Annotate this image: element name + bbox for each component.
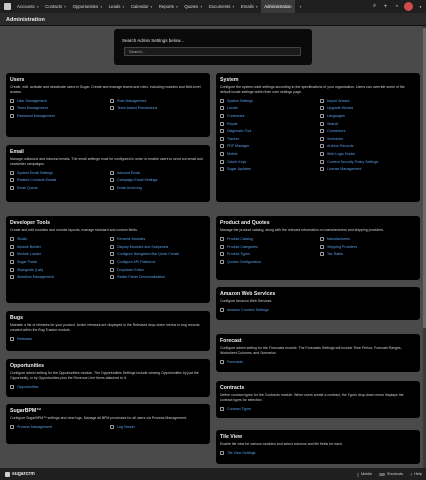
shield-icon: [320, 160, 324, 164]
link-label: Content Security Policy Settings: [327, 159, 379, 164]
admin-link[interactable]: [320, 150, 416, 158]
footer-brand: sugarcrm: [12, 471, 35, 477]
link-label: Product Categories: [227, 244, 258, 249]
link-label: License Management: [327, 167, 362, 172]
card-description: Configure SugarBPM™ settings and view logs. Manage all BPM processes for all users via Process Management.: [10, 416, 187, 420]
nav-label: Quotes: [184, 4, 199, 9]
language-icon: [320, 114, 324, 118]
card-description: Configure the system-wide settings according to the specifications of your organization. Users can override some of the default locale settings within their user settings page.: [220, 85, 405, 94]
link-label: Process Management: [17, 425, 52, 430]
archive-icon: [320, 144, 324, 148]
nav-label: Administration: [264, 4, 292, 9]
admin-link[interactable]: [320, 251, 416, 259]
caret-down-icon[interactable]: ▼: [199, 4, 203, 9]
card-system: [216, 73, 420, 202]
nav-more-button[interactable]: [295, 0, 305, 13]
admin-search-title: Search Admin Settings below...: [122, 38, 185, 43]
link-label: Amazon Connect Settings: [227, 308, 269, 313]
nav-administration[interactable]: [261, 0, 294, 13]
studio-icon: [10, 237, 14, 241]
admin-link[interactable]: [10, 105, 106, 113]
module-nav: [14, 0, 305, 13]
repair-icon: [220, 122, 224, 126]
page-header: [0, 13, 426, 26]
admin-link[interactable]: [320, 97, 416, 105]
tax-icon: [320, 252, 324, 256]
card-description: Define contract types for the Contracts module. When users create a contract, the Types drop-down menu displays the contract types for selection.: [220, 393, 404, 402]
card-title: Tile View: [220, 434, 243, 440]
link-label: Diagnostic Tool: [227, 129, 252, 134]
card-developer-tools: [6, 216, 210, 303]
admin-link[interactable]: [10, 184, 106, 192]
admin-link[interactable]: [110, 184, 206, 192]
cube-icon: [5, 472, 10, 477]
link-label: Sugar Updates: [227, 167, 251, 172]
link-label: System Email Settings: [17, 170, 53, 175]
link-label: Upgrade Wizard: [327, 106, 353, 111]
footer-link-label: Help: [414, 472, 422, 476]
card-description: Maintain a list of releases for your product. Active releases are displayed in the Releases drop-down menus in bug records created within the Bug Tracker module.: [10, 323, 200, 332]
admin-link[interactable]: [220, 105, 316, 113]
link-label: Tracker: [227, 136, 240, 141]
admin-link[interactable]: [220, 405, 316, 413]
card-amazon-web-services: [216, 287, 420, 320]
help-link[interactable]: [410, 472, 422, 477]
styleguide-icon: [10, 268, 14, 272]
avatar[interactable]: [404, 2, 413, 11]
link-label: Email Queue: [17, 185, 38, 190]
campaign-icon: [110, 178, 114, 182]
email-settings-icon: [10, 171, 14, 175]
caret-down-icon[interactable]: ▼: [255, 4, 259, 9]
link-label: Quotes Configuration: [227, 260, 261, 265]
admin-link[interactable]: [10, 266, 106, 274]
forecast-icon: [220, 360, 224, 364]
admin-link[interactable]: [220, 307, 316, 315]
pdf-icon: [220, 144, 224, 148]
navigation-icon: [110, 252, 114, 256]
nav-opportunities[interactable]: [70, 0, 106, 13]
card-description: Configure Amazon Web Services.: [220, 299, 273, 303]
link-label: Email Archiving: [117, 185, 142, 190]
update-icon: [220, 167, 224, 171]
link-label: Releases: [17, 336, 32, 341]
admin-link[interactable]: [320, 243, 416, 251]
card-email: [6, 145, 210, 202]
permissions-icon: [110, 106, 114, 110]
card-description: Create, edit, activate and deactivate users in Sugar. Create and manage teams and roles, including modules and field-level access.: [10, 85, 201, 94]
inbound-email-icon: [110, 171, 114, 175]
admin-link[interactable]: [320, 127, 416, 135]
admin-link[interactable]: [110, 105, 206, 113]
link-label: Studio: [17, 237, 28, 242]
caret-down-icon[interactable]: ▼: [175, 4, 179, 9]
sugar-logo[interactable]: [0, 0, 14, 13]
link-label: Password Management: [17, 113, 55, 118]
card-title: Email: [10, 149, 24, 155]
link-label: Display Modules and Subpanels: [117, 244, 169, 249]
admin-link[interactable]: [110, 236, 206, 244]
card-forecast: [216, 334, 420, 372]
card-bugs: [6, 311, 210, 351]
admin-link[interactable]: [220, 127, 316, 135]
notifications-icon[interactable]: ◔: [394, 3, 399, 10]
link-label: Contract Types: [227, 406, 252, 411]
link-label: Team Management: [17, 106, 48, 111]
link-label: Log Viewer: [117, 425, 135, 430]
admin-link[interactable]: [220, 358, 316, 366]
queue-icon: [10, 186, 14, 190]
card-tile-view: [216, 430, 420, 464]
caret-down-icon[interactable]: ▼: [299, 4, 302, 9]
link-label: System Settings: [227, 98, 253, 103]
link-label: OAuth Keys: [227, 159, 247, 164]
link-label: Languages: [327, 113, 345, 118]
locale-icon: [220, 106, 224, 110]
mobile-icon: [220, 152, 224, 156]
api-icon: [110, 260, 114, 264]
link-label: Tile View Settings: [227, 451, 256, 456]
link-label: Configure API Platforms: [117, 260, 156, 265]
card-title: Bugs: [10, 315, 23, 321]
admin-link[interactable]: [10, 251, 106, 259]
admin-link[interactable]: [320, 112, 416, 120]
amazon-connect-icon: [220, 308, 224, 312]
license-icon: [320, 167, 324, 171]
footer-links: [357, 468, 422, 480]
admin-link[interactable]: [110, 273, 206, 281]
caret-down-icon[interactable]: ▼: [99, 4, 103, 9]
contacts-icon: [10, 178, 14, 182]
currency-icon: [220, 114, 224, 118]
link-label: Configure Navigation Bar Quick Create: [117, 252, 180, 257]
top-navigation-bar: [0, 0, 426, 13]
card-description: Create and edit modules and module layouts, manage standard and custom fields.: [10, 228, 138, 232]
link-label: Team-based Permissions: [117, 106, 158, 111]
card-description: Manage the product catalog, along with the relevant information on manufacturers and shipping providers.: [220, 228, 385, 232]
nav-label: Accounts: [17, 4, 35, 9]
admin-link[interactable]: [110, 243, 206, 251]
diagnostic-icon: [220, 129, 224, 133]
scheduler-icon: [320, 137, 324, 141]
nav-label: Opportunities: [72, 4, 99, 9]
admin-link[interactable]: [110, 177, 206, 185]
link-label: Locale: [227, 106, 238, 111]
card-description: Configure admin setting for the Opportunities module. The Opportunities Settings include viewing Opportunities by just the Opportunity, or by Opportunities plus the Revenue Line Items attached to it.: [10, 371, 199, 380]
admin-link[interactable]: [220, 450, 316, 458]
admin-link[interactable]: [320, 135, 416, 143]
link-label: Manufacturers: [327, 237, 350, 242]
log-icon: [110, 425, 114, 429]
nav-label: Contacts: [45, 4, 63, 9]
link-label: Forecasts: [227, 359, 243, 364]
admin-link[interactable]: [10, 97, 106, 105]
admin-link[interactable]: [10, 273, 106, 281]
admin-link[interactable]: [220, 112, 316, 120]
card-product-quotes: [216, 216, 420, 280]
admin-search-input[interactable]: [124, 47, 301, 56]
search-icon: [320, 122, 324, 126]
link-label: Relate Fields Denormalization: [117, 275, 165, 280]
nav-quotes[interactable]: [181, 0, 205, 13]
contract-icon: [220, 407, 224, 411]
card-users: [6, 73, 210, 137]
card-title: Product and Quotes: [220, 220, 270, 226]
dropdown-icon: [110, 268, 114, 272]
link-label: Currencies: [227, 113, 245, 118]
card-title: System: [220, 77, 239, 83]
topbar-actions: [371, 0, 424, 13]
link-label: Related Contacts Emails: [17, 178, 57, 183]
link-label: Inbound Email: [117, 170, 140, 175]
nav-label: Calendar: [130, 4, 149, 9]
admin-link[interactable]: [110, 266, 206, 274]
admin-link[interactable]: [320, 158, 416, 166]
quotes-icon: [220, 260, 224, 264]
admin-link[interactable]: [110, 251, 206, 259]
nav-leads[interactable]: [106, 0, 128, 13]
admin-link[interactable]: [220, 236, 316, 244]
nav-documents[interactable]: [206, 0, 238, 13]
admin-link[interactable]: [10, 236, 106, 244]
footer-link-label: Mobile: [360, 472, 373, 476]
caret-down-icon[interactable]: ▼: [121, 4, 125, 9]
admin-link[interactable]: [10, 258, 106, 266]
plus-icon[interactable]: +: [383, 3, 388, 10]
admin-link[interactable]: [10, 335, 106, 343]
rename-icon: [110, 237, 114, 241]
mobile-link[interactable]: [357, 472, 372, 477]
portal-icon: [10, 260, 14, 264]
admin-link[interactable]: [320, 105, 416, 113]
web-hook-icon: [320, 152, 324, 156]
link-label: Module Loader: [17, 252, 41, 257]
card-title: Opportunities: [10, 363, 45, 369]
link-label: Role Management: [117, 98, 147, 103]
admin-link[interactable]: [220, 251, 316, 259]
link-label: Search: [327, 121, 339, 126]
connector-icon: [320, 129, 324, 133]
archive-icon: [110, 186, 114, 190]
link-label: User Management: [17, 98, 47, 103]
link-label: Dropdown Editor: [117, 267, 144, 272]
loader-icon: [10, 252, 14, 256]
card-description: Configure admin setting for the Forecasts module. The Forecasts Settings will include Time Period, Forecast Ranges, Worksheet Columns, and Scenarios.: [220, 346, 402, 355]
nav-accounts[interactable]: [14, 0, 42, 13]
footer-link-label: Shortcuts: [386, 472, 403, 476]
admin-link[interactable]: [320, 236, 416, 244]
nav-emails[interactable]: [238, 0, 261, 13]
tile-icon: [220, 451, 224, 455]
cube-icon: [4, 3, 11, 10]
password-icon: [10, 114, 14, 118]
admin-link[interactable]: [220, 97, 316, 105]
card-opportunities: [6, 359, 210, 397]
workflow-icon: [10, 275, 14, 279]
link-label: Opportunities: [17, 384, 39, 389]
admin-link[interactable]: [10, 169, 106, 177]
admin-link[interactable]: [220, 143, 316, 151]
link-label: Connectors: [327, 129, 346, 134]
link-label: Web Logic Hooks: [327, 151, 356, 156]
admin-link[interactable]: [320, 165, 416, 173]
nav-label: Reports: [158, 4, 174, 9]
link-label: Campaign Email Settings: [117, 178, 158, 183]
nav-label: Leads: [108, 4, 121, 9]
card-contracts: [216, 381, 420, 418]
admin-link[interactable]: [10, 112, 106, 120]
footer-logo[interactable]: [5, 471, 35, 477]
tracker-icon: [220, 137, 224, 141]
caret-down-icon[interactable]: ▼: [231, 4, 235, 9]
user-menu-caret-icon[interactable]: ▼: [419, 4, 422, 9]
process-icon: [10, 425, 14, 429]
shortcuts-link[interactable]: [379, 472, 403, 477]
link-label: Module Builder: [17, 244, 41, 249]
card-title: Users: [10, 77, 25, 83]
card-title: Developer Tools: [10, 220, 50, 226]
link-label: PDF Manager: [227, 144, 250, 149]
admin-search-panel: [114, 29, 312, 65]
admin-link[interactable]: [110, 97, 206, 105]
card-title: Contracts: [220, 385, 245, 391]
manufacturer-icon: [320, 237, 324, 241]
admin-link[interactable]: [220, 165, 316, 173]
admin-link[interactable]: [110, 169, 206, 177]
search-icon[interactable]: ⌕: [372, 3, 377, 9]
caret-down-icon[interactable]: ▼: [149, 4, 153, 9]
link-label: Sugar Portal: [17, 260, 37, 265]
link-label: Product Types: [227, 252, 250, 257]
keyboard-icon: ⌨: [379, 471, 385, 477]
link-label: Product Catalog: [227, 237, 253, 242]
nav-label: Documents: [208, 4, 231, 9]
upgrade-icon: [320, 106, 324, 110]
admin-link[interactable]: [220, 258, 316, 266]
release-icon: [10, 337, 14, 341]
admin-link[interactable]: [220, 120, 316, 128]
card-title: Amazon Web Services: [220, 291, 276, 297]
card-title: Forecast: [220, 338, 242, 344]
admin-link[interactable]: [220, 135, 316, 143]
footer-bar: [0, 468, 426, 480]
relate-icon: [110, 275, 114, 279]
nav-calendar[interactable]: [128, 0, 156, 13]
link-label: Shipping Providers: [327, 244, 358, 249]
card-description: Manage outbound and inbound emails. The email settings must be configured in order to enable users to send out email and newsletter campaigns.: [10, 157, 203, 166]
admin-link[interactable]: [10, 243, 106, 251]
key-icon: [220, 160, 224, 164]
nav-label: Emails: [240, 4, 254, 9]
link-label: Repair: [227, 121, 238, 126]
card-sugarbpm: [6, 404, 210, 444]
admin-link[interactable]: [10, 177, 106, 185]
user-icon: [10, 99, 14, 103]
mobile-icon: ▯: [356, 471, 359, 477]
product-type-icon: [220, 252, 224, 256]
link-label: Mobile: [227, 151, 238, 156]
nav-reports[interactable]: [156, 0, 182, 13]
display-icon: [110, 245, 114, 249]
caret-down-icon[interactable]: ▼: [63, 4, 67, 9]
link-label: Import Wizard: [327, 98, 350, 103]
card-title: SugarBPM™: [10, 408, 42, 414]
admin-link[interactable]: [220, 243, 316, 251]
team-icon: [10, 106, 14, 110]
category-icon: [220, 245, 224, 249]
link-label: Styleguide (Lab): [17, 267, 44, 272]
import-icon: [320, 99, 324, 103]
admin-link[interactable]: [220, 158, 316, 166]
shipping-icon: [320, 245, 324, 249]
builder-icon: [10, 245, 14, 249]
nav-contacts[interactable]: [42, 0, 69, 13]
card-description: Enable tile view for various modules and select columns and tile fields for each.: [220, 442, 343, 446]
caret-down-icon[interactable]: ▼: [36, 4, 40, 9]
catalog-icon: [220, 237, 224, 241]
role-icon: [110, 99, 114, 103]
admin-link[interactable]: [220, 150, 316, 158]
page-title: Administration: [6, 17, 45, 23]
admin-link[interactable]: [320, 120, 416, 128]
admin-link[interactable]: [10, 424, 106, 432]
link-label: Archive Records: [327, 144, 354, 149]
link-label: Workflow Management: [17, 275, 54, 280]
link-label: Scheduler: [327, 136, 344, 141]
admin-link[interactable]: [320, 143, 416, 151]
settings-icon: [220, 99, 224, 103]
admin-link[interactable]: [110, 424, 206, 432]
admin-link[interactable]: [10, 383, 106, 391]
admin-link[interactable]: [110, 258, 206, 266]
link-label: Tax Rates: [327, 252, 343, 257]
opportunity-icon: [10, 385, 14, 389]
help-icon: ?: [409, 471, 413, 477]
link-label: Rename Modules: [117, 237, 146, 242]
